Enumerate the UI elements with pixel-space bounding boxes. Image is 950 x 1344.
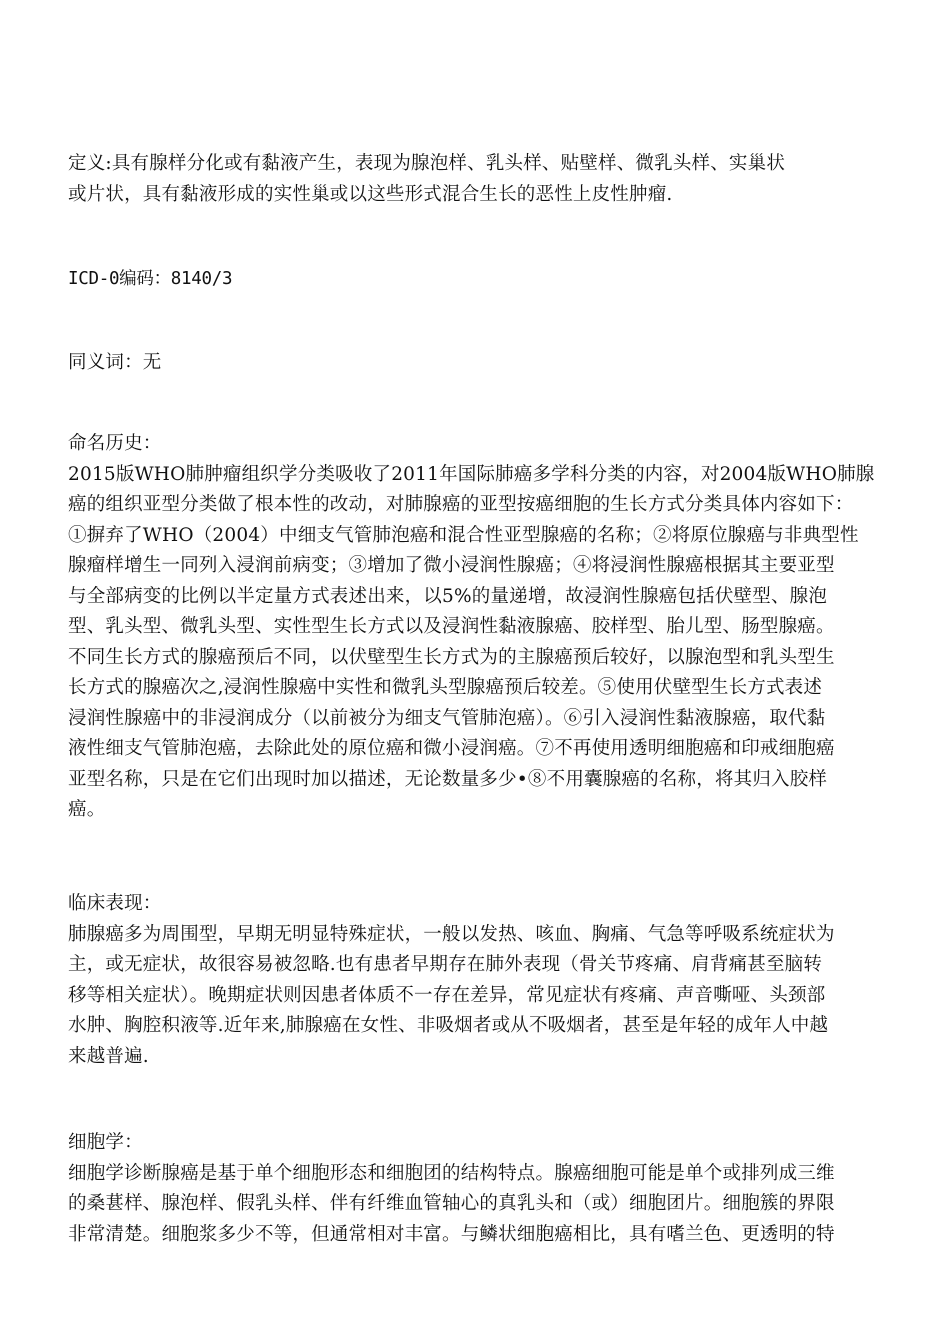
synonym bbox=[68, 348, 902, 379]
definition-paragraph bbox=[68, 149, 902, 210]
history-line: 型、乳头型、微乳头型、实性型生长方式以及浸润性黏液腺癌、胶样型、胎儿型、肠型腺癌。 bbox=[68, 616, 835, 637]
history-line: ①摒弃了WHO（2004）中细支气管肺泡癌和混合性亚型腺癌的名称；②将原位腺癌与非典型性 bbox=[68, 524, 859, 546]
history-line: 长方式的腺癌次之,浸润性腺癌中实性和微乳头型腺癌预后较差。⑤使用伏壁型生长方式表述 bbox=[68, 677, 823, 698]
history-section bbox=[68, 429, 902, 826]
clinical-line: 移等相关症状）。晚期症状则因患者体质不一存在差异，常见症状有疼痛、声音嘶哑、头颈部 bbox=[68, 984, 826, 1006]
history-line: 2015版WHO肺肿瘤组织学分类吸收了2011年国际肺癌多学科分类的内容，对2004版WHO肺腺 bbox=[68, 463, 875, 485]
cytology-heading: 细胞学： bbox=[68, 1132, 143, 1153]
definition-line: 或片状，具有黏液形成的实性巢或以这些形式混合生长的恶性上皮性肿瘤. bbox=[68, 183, 673, 205]
clinical-line: 肺腺癌多为周围型，早期无明显特殊症状，一般以发热、咳血、胸痛、气急等呼吸系统症状为 bbox=[68, 923, 835, 945]
clinical-line: 水肿、胸腔积液等.近年来,肺腺癌在女性、非吸烟者或从不吸烟者，甚至是年轻的成年人中越 bbox=[68, 1015, 829, 1036]
definition-line: 定义:具有腺样分化或有黏液产生，表现为腺泡样、乳头样、贴壁样、微乳头样、实巢状 bbox=[68, 153, 786, 174]
cytology-line: 细胞学诊断腺癌是基于单个细胞形态和细胞团的结构特点。腺癌细胞可能是单个或排列成三维 bbox=[68, 1162, 835, 1184]
clinical-line: 主，或无症状，故很容易被忽略.也有患者早期存在肺外表现（骨关节疼痛、肩背痛甚至脑转 bbox=[68, 954, 823, 975]
history-line: 腺瘤样增生一同列入浸润前病变；③增加了微小浸润性腺癌；④将浸润性腺癌根据其主要亚型 bbox=[68, 555, 835, 576]
history-line: 癌的组织亚型分类做了根本性的改动，对肺腺癌的亚型按癌细胞的生长方式分类具体内容如下： bbox=[68, 494, 854, 515]
clinical-heading: 临床表现： bbox=[68, 893, 162, 914]
synonym-text: 同义词：无 bbox=[68, 352, 162, 373]
history-line: 亚型名称，只是在它们出现时加以描述，无论数量多少•⑧不用囊腺癌的名称，将其归入胶样 bbox=[68, 768, 828, 790]
clinical-section bbox=[68, 889, 902, 1072]
cytology-section bbox=[68, 1128, 902, 1250]
history-line: 不同生长方式的腺癌预后不同，以伏壁型生长方式为的主腺癌预后较好，以腺泡型和乳头型生 bbox=[68, 646, 835, 668]
history-line: 与全部病变的比例以半定量方式表述出来，以5%的量递增，故浸润性腺癌包括伏壁型、腺泡 bbox=[68, 585, 828, 607]
history-line: 液性细支气管肺泡癌，去除此处的原位癌和微小浸润癌。⑦不再使用透明细胞癌和印戒细胞癌 bbox=[68, 738, 835, 759]
history-heading: 命名历史： bbox=[68, 433, 162, 454]
clinical-line: 来越普遍. bbox=[68, 1045, 149, 1067]
history-line: 浸润性腺癌中的非浸润成分（以前被分为细支气管肺泡癌）。⑥引入浸润性黏液腺癌，取代黏 bbox=[68, 707, 826, 729]
history-line: 癌。 bbox=[68, 799, 106, 820]
icd-code-text: ICD-0编码：8140/3 bbox=[68, 269, 233, 289]
cytology-line: 非常清楚。细胞浆多少不等，但通常相对丰富。与鳞状细胞癌相比，具有嗜兰色、更透明的特 bbox=[68, 1223, 835, 1245]
cytology-line: 的桑葚样、腺泡样、假乳头样、伴有纤维血管轴心的真乳头和（或）细胞团片。细胞簇的界限 bbox=[68, 1193, 835, 1214]
icd-code bbox=[68, 264, 902, 295]
